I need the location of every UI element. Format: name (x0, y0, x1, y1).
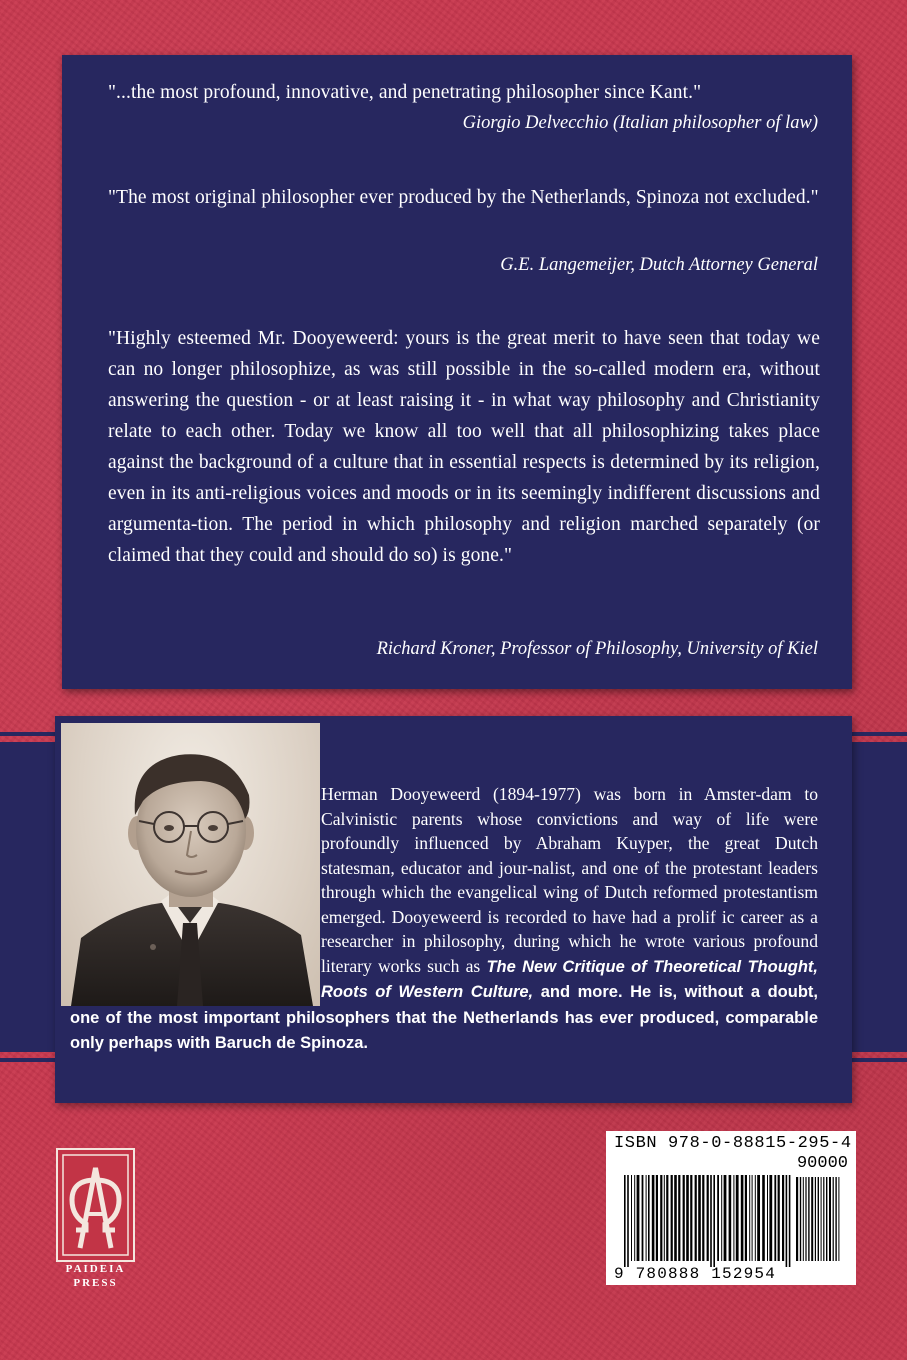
barcode-bar (642, 1175, 644, 1261)
barcode-bar (690, 1175, 692, 1261)
quote-3-text: "Highly esteemed Mr. Dooyeweerd: yours is the great merit to have seen that today we can no longer philosophize, as was still possible in the so-called modern era, without answering the question - or at least raising it - in what way philosophy and Christianity relate to each other. Today we know all too well that all philosophizing takes place against the background of a culture that in essential respects is determined by its religion, even in its anti-religious voices and moods or in its seemingly indifferent discussions and argumenta-tion. The period in which philosophy and religion marched separately (or claimed that they could and should do so) is gone." (108, 328, 820, 566)
price-code: 90000 (796, 1154, 848, 1173)
photo-wrap-spacer (58, 782, 321, 1002)
barcode-bar (782, 1175, 784, 1261)
barcode-bar (755, 1175, 756, 1261)
quote-1-text: "...the most profound, innovative, and penetrating philosopher since Kant." (108, 82, 702, 103)
barcode-bar (695, 1175, 697, 1261)
barcode-bar (811, 1177, 813, 1261)
barcode-bar (664, 1175, 665, 1261)
barcode-bar (652, 1175, 655, 1261)
barcode-bar (767, 1175, 768, 1261)
isbn-barcode (606, 1131, 856, 1285)
bio-works-titles: The New Critique of Theoretical Thought, Roots of Western Culture, (321, 957, 819, 1001)
barcode-bar (805, 1177, 806, 1261)
barcode-bar (686, 1175, 689, 1261)
barcode-bar (702, 1175, 704, 1261)
author-bio (70, 782, 818, 1056)
barcode-bar (733, 1175, 734, 1261)
alpha-omega-icon (58, 1150, 133, 1260)
barcode-bar (774, 1175, 776, 1261)
barcode-bar (833, 1177, 834, 1261)
barcode-bar (749, 1175, 750, 1261)
barcode-bar (634, 1175, 635, 1261)
barcode-bar (717, 1175, 719, 1261)
barcode-bar (627, 1175, 629, 1267)
barcode-bar (631, 1175, 632, 1261)
barcode-bar (729, 1175, 732, 1261)
barcode-bar (829, 1177, 831, 1261)
barcode-bar (656, 1175, 658, 1261)
barcode-bar (637, 1175, 640, 1261)
barcode-bar (646, 1175, 647, 1261)
barcode-bar (800, 1177, 801, 1261)
barcode-bar (769, 1175, 772, 1261)
publisher-name-line-1: PAIDEIA (65, 1263, 126, 1275)
barcode-bar (826, 1177, 827, 1261)
quotes-panel (62, 55, 852, 689)
barcode-bar (838, 1177, 839, 1261)
barcode-bar (789, 1175, 791, 1267)
barcode-bar (808, 1177, 809, 1261)
barcode-bar (741, 1175, 744, 1261)
barcode-bar (752, 1175, 753, 1261)
isbn-number: ISBN 978-0-88815-295-4 (614, 1134, 852, 1153)
barcode-bar (648, 1175, 650, 1261)
barcode-bar (803, 1177, 804, 1261)
barcode-bar (762, 1175, 765, 1261)
barcode-bar (835, 1177, 836, 1261)
barcode-bar (745, 1175, 747, 1261)
barcode-bar (778, 1175, 780, 1261)
barcode-bar (678, 1175, 680, 1261)
barcode-bar (821, 1177, 822, 1261)
barcode-bar (713, 1175, 715, 1267)
barcode-bar (674, 1175, 677, 1261)
barcode-bar (707, 1175, 709, 1261)
barcode-bar (724, 1175, 727, 1261)
quote-2-attribution: G.E. Langemeijer, Dutch Attorney General (500, 255, 818, 275)
barcode-bar (823, 1177, 824, 1261)
publisher-name-line-2: PRESS (73, 1277, 118, 1289)
publisher-name (53, 1262, 138, 1290)
barcode-bar (721, 1175, 722, 1261)
barcode-bar (786, 1175, 788, 1267)
publisher-logo (56, 1148, 135, 1262)
barcode-bar (757, 1175, 760, 1261)
barcode-bar (624, 1175, 626, 1267)
barcode-bar (710, 1175, 712, 1267)
barcode-bars (606, 1131, 856, 1285)
barcode-bar (683, 1175, 685, 1261)
quote-1-attribution: Giorgio Delvecchio (Italian philosopher of law) (462, 113, 818, 133)
barcode-bar (666, 1175, 668, 1261)
barcode-bar (736, 1175, 739, 1261)
barcode-bar (671, 1175, 673, 1261)
bio-intro: Herman Dooyeweerd (1894-1977) was born in Amster-dam to Calvinistic parents whose convictions and way of life were profoundly influenced by Abraham Kuyper, the great Dutch statesman, educator and jour-nalist, and one of the protestant leaders through which the evangelical wing of Dutch reformed protestantism emerged. Dooyeweerd is recorded to have had a prolif ic career as a researcher in philosophy, during which he wrote various profound literary works such as (321, 784, 818, 976)
quote-3-attribution: Richard Kroner, Professor of Philosophy, University of Kiel (376, 639, 818, 659)
ean-number: 9 780888 152954 (614, 1265, 777, 1283)
barcode-bar (818, 1177, 819, 1261)
bio-closing: and more. He is, without a doubt, one of the most important philosophers that the Netherlands has ever produced, comparable only perhaps with Baruch de Spinoza. (70, 983, 818, 1052)
barcode-bar (698, 1175, 701, 1261)
quote-2-text: "The most original philosopher ever produced by the Netherlands, Spinoza not excluded." (108, 187, 819, 208)
barcode-bar (660, 1175, 662, 1261)
barcode-bar (796, 1177, 798, 1261)
barcode-bar (815, 1177, 816, 1261)
